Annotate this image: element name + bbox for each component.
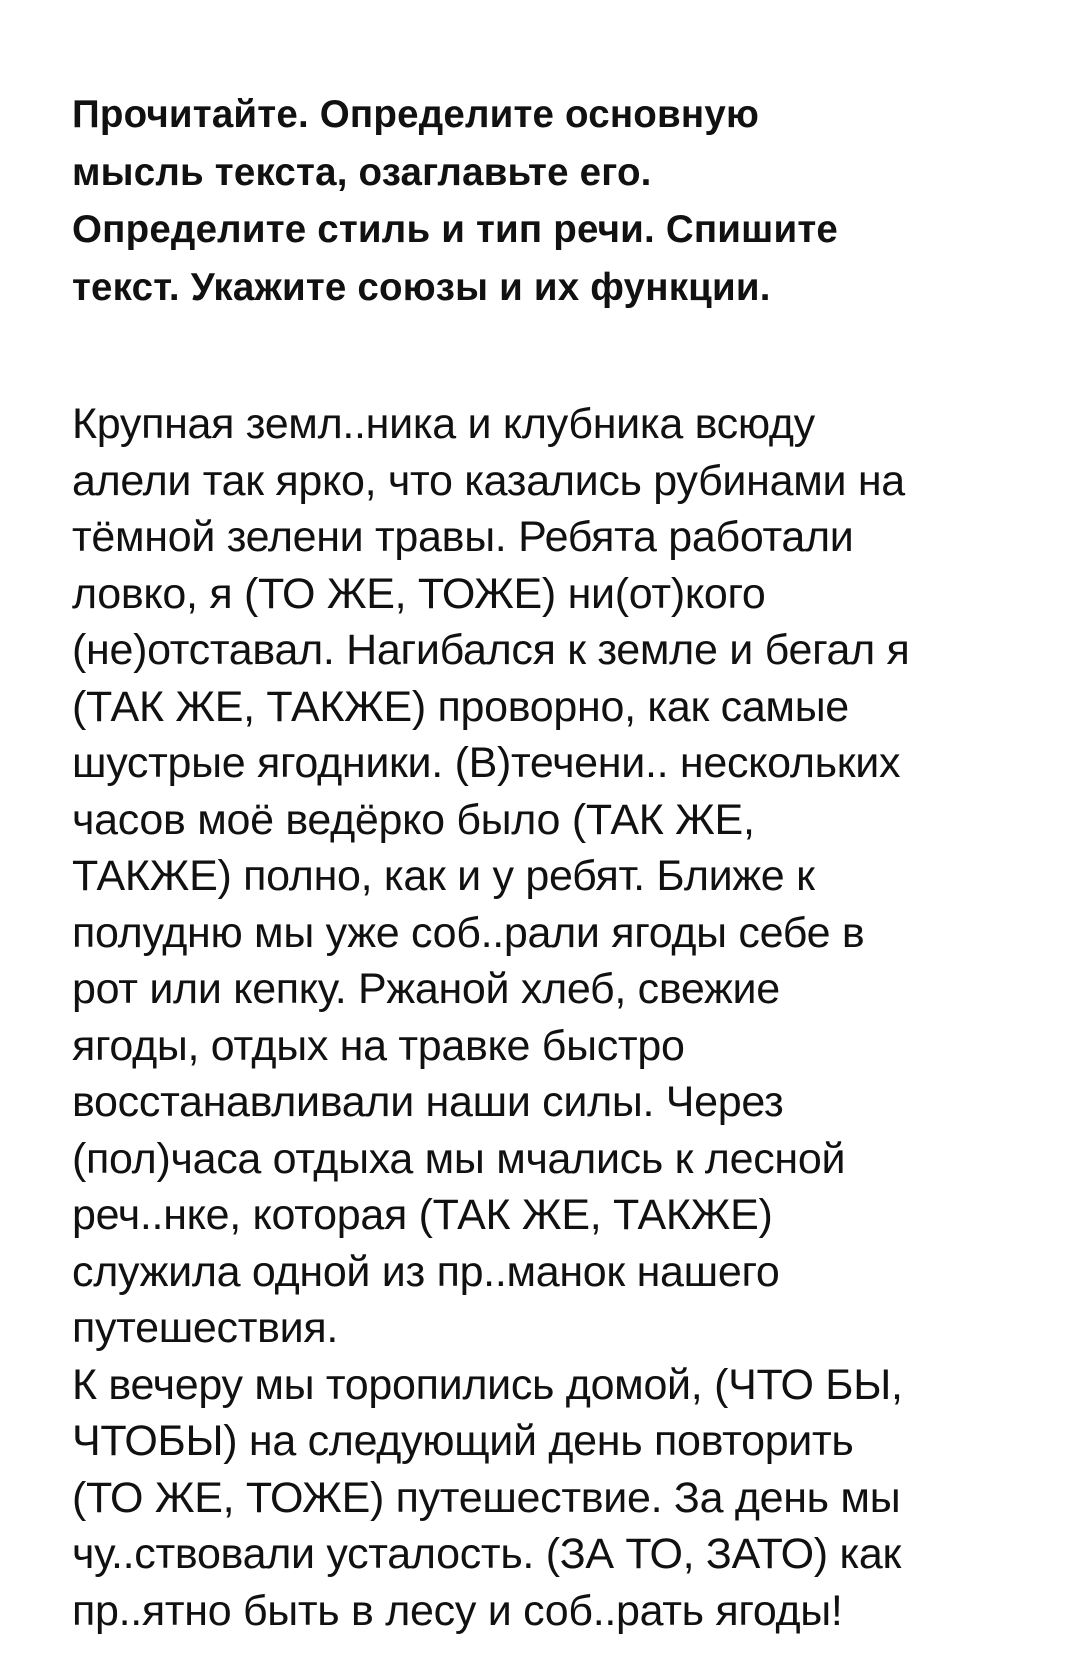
task-instructions xyxy=(72,86,1032,316)
text-line: рот или кепку. Ржаной хлеб, свежие xyxy=(72,965,780,1013)
document-page xyxy=(72,86,1032,1635)
text-line: чу..ствовали усталость. (ЗА ТО, ЗАТО) как xyxy=(72,1530,902,1578)
task-line: Определите стиль и тип речи. Спишите xyxy=(72,208,838,251)
text-line: (ТАК ЖЕ, ТАКЖЕ) проворно, как самые xyxy=(72,682,849,731)
task-line: Прочитайте. Определите основную xyxy=(72,93,760,136)
text-line: ягоды, отдых на травке быстро xyxy=(72,1021,685,1070)
text-line: служила одной из пр..манок нашего xyxy=(72,1247,780,1296)
task-line: текст. Укажите союзы и их функции. xyxy=(72,265,771,309)
text-line: полудню мы уже соб..рали ягоды себе в xyxy=(72,908,865,957)
text-line: ловко, я (ТО ЖЕ, ТОЖЕ) ни(от)кого xyxy=(72,569,766,618)
text-line: ТАКЖЕ) полно, как и у ребят. Ближе к xyxy=(72,852,815,900)
text-line: алели так ярко, что казались рубинами на xyxy=(72,456,905,505)
text-line: (пол)часа отдыха мы мчались к лесной xyxy=(72,1134,846,1183)
text-line: восстанавливали наши силы. Через xyxy=(72,1078,784,1126)
text-line: (не)отставал. Нагибался к земле и бегал я xyxy=(72,626,910,674)
text-line: ЧТОБЫ) на следующий день повторить xyxy=(72,1417,854,1465)
text-line: К вечеру мы торопились домой, (ЧТО БЫ, xyxy=(72,1360,903,1409)
text-line: шустрые ягодники. (В)течени.. нескольких xyxy=(72,739,901,787)
text-line: путешествия. xyxy=(72,1304,339,1352)
text-line: часов моё ведёрко было (ТАК ЖЕ, xyxy=(72,795,755,844)
text-line: тёмной зелени травы. Ребята работали xyxy=(72,513,854,561)
task-line: мысль текста, озаглавьте его. xyxy=(72,150,652,194)
text-line: Крупная земл..ника и клубника всюду xyxy=(72,400,815,448)
text-line: реч..нке, которая (ТАК ЖЕ, ТАКЖЕ) xyxy=(72,1191,773,1239)
text-line: пр..ятно быть в лесу и соб..рать ягоды! xyxy=(72,1586,843,1635)
text-line: (ТО ЖЕ, ТОЖЕ) путешествие. За день мы xyxy=(72,1473,901,1522)
exercise-text xyxy=(72,396,910,1639)
